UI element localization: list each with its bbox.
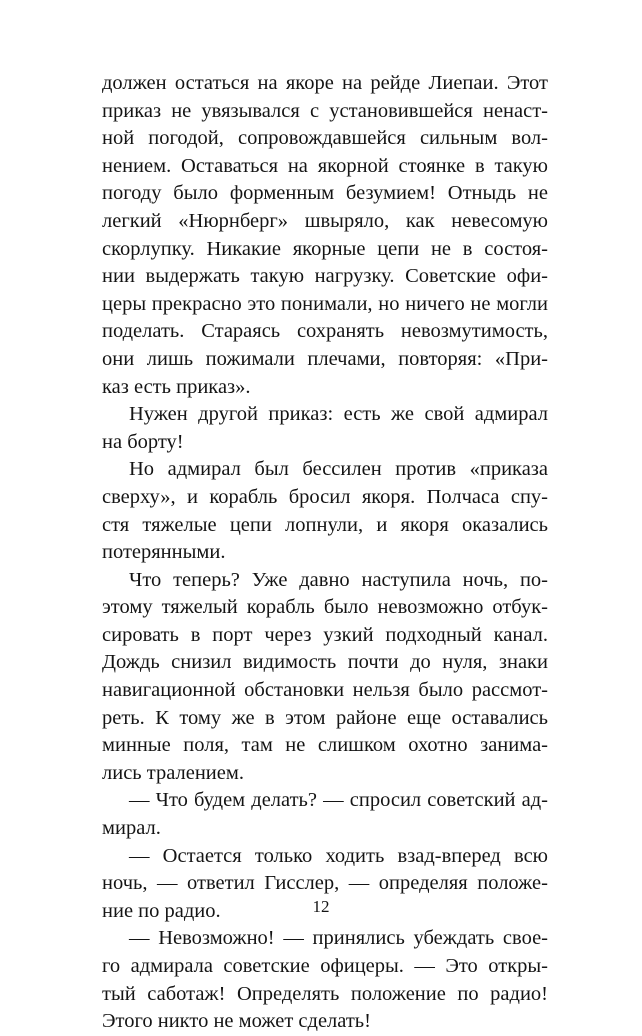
page-number: 12 — [312, 897, 330, 916]
text-line: сировать в порт через узкий подходный канал. — [102, 623, 548, 646]
text-line: Этого никто не может сделать! — [102, 1010, 371, 1033]
text-line: сверху», и корабль бросил якоря. Полчаса спу- — [102, 485, 548, 508]
text-line: должен остаться на якоре на рейде Лиепаи. Этот — [102, 72, 548, 94]
text-line: стя тяжелые цепи лопнули, и якоря оказались — [102, 513, 548, 536]
text-line: потерянными. — [102, 541, 226, 564]
text-line: лись тралением. — [102, 761, 244, 784]
text-line: нением. Оставаться на якорной стоянке в такую — [102, 154, 548, 177]
text-line: скорлупку. Никакие якорные цепи не в состоя- — [102, 237, 548, 260]
text-line: мирал. — [102, 817, 161, 840]
text-line: ной погодой, сопровождавшейся сильным вол- — [102, 127, 548, 150]
text-line: ночь, — ответил Гисслер, — определяя положе- — [102, 872, 548, 895]
text-line: минные поля, там не слишком охотно занима- — [102, 734, 548, 757]
text-line: они лишь пожимали плечами, повторяя: «При- — [102, 347, 548, 370]
text-line: го адмирала советские офицеры. — Это откры- — [102, 955, 548, 977]
text-line: Дождь снизил видимость почти до нуля, знаки — [102, 651, 548, 674]
text-line: Но адмирал был бессилен против «приказа — [129, 458, 548, 481]
text-line: — Невозможно! — принялись убеждать свое- — [129, 927, 548, 950]
body-text — [102, 70, 548, 1036]
text-line: этому тяжелый корабль было невозможно отбук- — [102, 596, 548, 619]
text-line: погоду было форменным безумием! Отныдь не — [102, 182, 548, 205]
text-line: Что теперь? Уже давно наступила ночь, по- — [129, 568, 548, 591]
text-line: приказ не увязывался с установившейся ненаст- — [102, 99, 548, 122]
text-line: нии выдержать такую нагрузку. Советские офи- — [102, 265, 548, 288]
text-line: — Остается только ходить взад-вперед всю — [129, 844, 548, 867]
text-line: церы прекрасно это понимали, но ничего не могли — [102, 292, 548, 315]
text-line: ние по радио. — [102, 899, 221, 922]
text-line: поделать. Стараясь сохранять невозмутимость, — [102, 320, 548, 343]
text-line: легкий «Нюрнберг» швыряло, как невесомую — [102, 209, 548, 232]
text-line: Нужен другой приказ: есть же свой адмирал — [129, 403, 548, 426]
text-line: тый саботаж! Определять положение по радио! — [102, 982, 548, 1005]
text-line: — Что будем делать? — спросил советский ад- — [129, 789, 548, 812]
text-line: реть. К тому же в этом районе еще оставались — [102, 706, 548, 729]
text-line: навигационной обстановки нельзя было рассмот- — [102, 679, 548, 702]
text-line: на борту! — [102, 430, 184, 453]
text-line: каз есть приказ». — [102, 375, 251, 398]
